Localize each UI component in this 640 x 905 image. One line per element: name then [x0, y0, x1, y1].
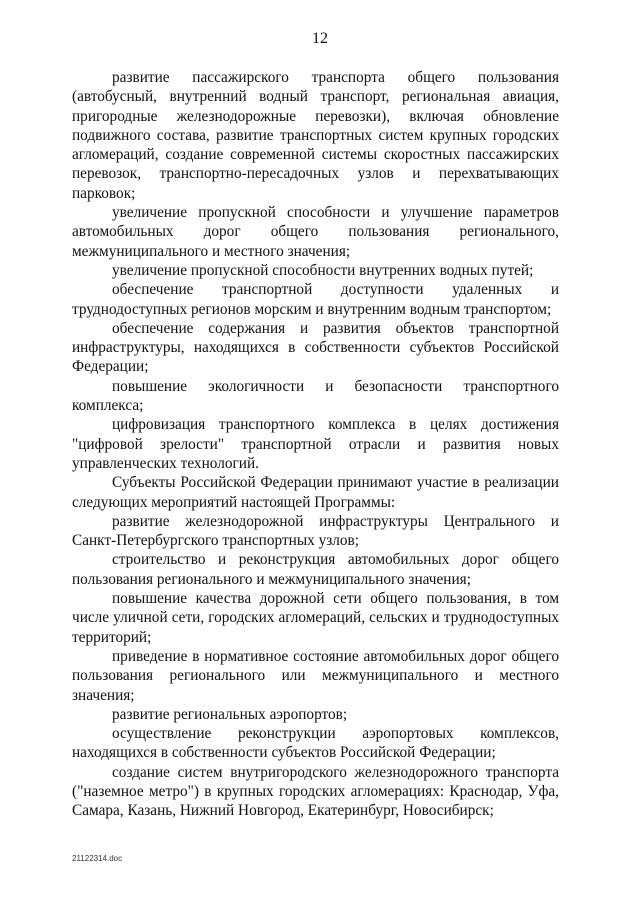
footer-filename: 21122314.doc	[72, 854, 123, 863]
paragraph: развитие железнодорожной инфраструктуры Центрального и Санкт-Петербургского транспортных узлов;	[72, 512, 559, 550]
paragraph: создание систем внутригородского железнодорожного транспорта ("наземное метро") в крупных городских агломерациях: Краснодар, Уфа, Самара, Казань, Нижний Новгород, Екатеринбург, Новосибирск;	[72, 763, 559, 820]
paragraph: обеспечение транспортной доступности удаленных и труднодоступных регионов морским и внутренним водным транспортом;	[72, 281, 559, 318]
page-number: 12	[312, 30, 328, 47]
paragraph: повышение экологичности и безопасности транспортного комплекса;	[72, 377, 559, 415]
paragraph: Субъекты Российской Федерации принимают участие в реализации следующих мероприятий настоящей Программы:	[72, 474, 559, 511]
paragraph: цифровизация транспортного комплекса в целях достижения "цифровой зрелости" транспортной отрасли и развития новых управленческих технологий.	[72, 416, 559, 472]
document-body	[72, 68, 559, 821]
paragraph: строительство и реконструкция автомобильных дорог общего пользования регионального и межмуниципального значения;	[72, 551, 559, 588]
paragraph: увеличение пропускной способности внутренних водных путей;	[112, 261, 534, 279]
paragraph: развитие пассажирского транспорта общего пользования (автобусный, внутренний водный транспорт, региональная авиация, пригородные железнодорожные перевозки), включая обновление подвижного состава, развитие транспортных систем крупных городских агломераций, создание современной системы скоростных пассажирских перевозок, транспортно-пересадочных узлов и перехватывающих парковок;	[72, 69, 559, 202]
paragraph: обеспечение содержания и развития объектов транспортной инфраструктуры, находящихся в собственности субъектов Российской Федерации;	[72, 319, 559, 376]
paragraph: приведение в нормативное состояние автомобильных дорог общего пользования регионального или межмуниципального и местного значения;	[72, 647, 559, 704]
paragraph: повышение качества дорожной сети общего пользования, в том числе уличной сети, городских агломераций, сельских и труднодоступных территорий;	[72, 590, 559, 646]
paragraph: увеличение пропускной способности и улучшение параметров автомобильных дорог общего пользования регионального, межмуниципального и местного значения;	[72, 204, 559, 260]
paragraph: осуществление реконструкции аэропортовых комплексов, находящихся в собственности субъектов Российской Федерации;	[72, 725, 559, 762]
paragraph: развитие региональных аэропортов;	[112, 705, 348, 723]
